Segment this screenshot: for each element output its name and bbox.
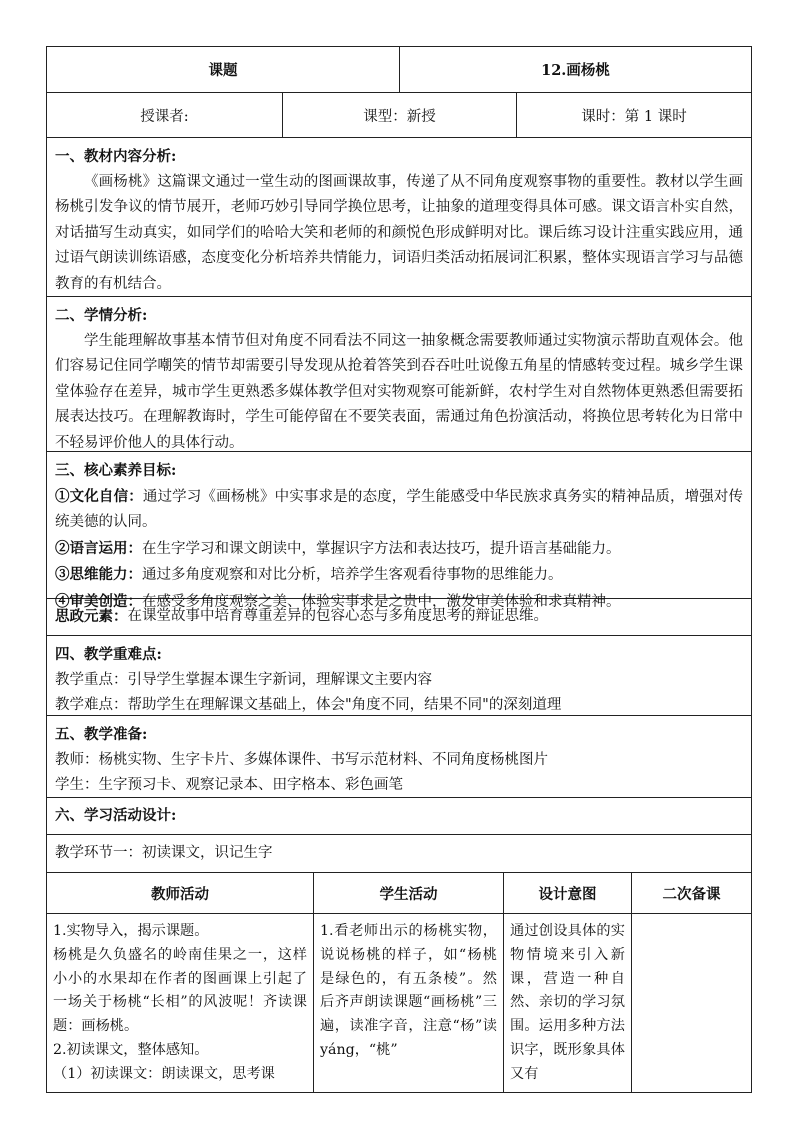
section-title: 二、学情分析: [55,307,148,324]
goal-label: ①文化自信： [55,487,143,505]
section-core-goals [47,452,751,610]
goal-text: 在感受多角度观察之美、体验实事求是之贵中，激发审美体验和求真精神。 [142,593,621,610]
section-title: 五、教学准备: [55,726,148,743]
section-preparation [47,716,751,798]
topic-value: 12.画杨桃 [541,62,610,79]
key-point: 教学重点：引导学生掌握本课生字新词，理解课文主要内容 [55,671,432,688]
second-prep-cell [632,914,751,1092]
section-title: 三、核心素养目标: [55,462,177,479]
header-teacher-activity: 教师活动 [47,873,314,913]
activity-table-row [47,914,751,1092]
goal-text: 通过学习《画杨桃》中实事求是的态度，学生能感受中华民族求真务实的精神品质，增强对传统美德的认同。 [55,488,744,530]
difficult-point: 教学难点：帮助学生在理解课文基础上，体会"角度不同，结果不同"的深刻道理 [55,697,562,713]
topic-row [47,47,751,93]
goal-text: 在生字学习和课文朗读中，掌握识字方法和表达技巧，提升语言基础能力。 [142,540,621,557]
section-title: 四、教学重难点: [55,646,162,663]
goal-label: ②语言运用： [55,539,142,557]
section-key-difficult [47,636,751,716]
section-textbook-analysis [47,138,751,297]
teacher-activity-cell [47,914,314,1092]
goal-item [55,484,743,536]
lesson-plan-table [46,46,752,1093]
teacher-preparation: 教师：杨桃实物、生字卡片、多媒体课件、书写示范材料、不同角度杨桃图片 [55,751,548,768]
info-row [47,93,751,138]
section-ideology [47,599,751,636]
section-text: 《画杨桃》这篇课文通过一堂生动的图画课故事，传递了从不同角度观察事物的重要性。教材以学生画杨桃引发争议的情节展开，老师巧妙引导同学换位思考，让抽象的道理变得具体可感。课文语言朴实自然，对话描写生动真实，如同学们的哈哈大笑和老师的和颜悦色形成鲜明对比。课后练习设计注重实践应用，通过语气朗读训练语感，态度变化分析培养共情能力，词语归类活动拓展词汇积累，整体实现语言学习与品德教育的有机结合。 [55,173,743,292]
section-text: 学生能理解故事基本情节但对角度不同看法不同这一抽象概念需要教师通过实物演示帮助直观体会。他们容易记住同学嘲笑的情节却需要引导发现从抢着答笑到吞吞吐吐说像五角星的情感转变过程。城乡学生课堂体验存在差异，城市学生更熟悉多媒体教学但对实物观察可能新鲜，农村学生对自然物体更熟悉但需要拓展表达技巧。在理解教诲时，学生可能停留在不要笑表面，需通过角色扮演活动，将换位思考转化为日常中不轻易评价他人的具体行动。 [55,332,743,451]
header-second-prep: 二次备课 [662,885,721,903]
topic-label: 课题 [47,47,400,92]
teacher-step: （1）初读课文：朗读课文，思考课 [53,1065,275,1082]
ideology-label: 思政元素： [55,608,128,626]
ideology-text: 在课堂故事中培育尊重差异的包容心态与多角度思考的辩证思维。 [127,608,548,625]
teacher-step: 1.实物导入，揭示课题。 [53,923,209,939]
section-activity-design [47,798,751,835]
goal-label: ③思维能力： [55,566,142,583]
goal-item [55,536,743,563]
stage-row [47,835,751,873]
section-learner-analysis [47,297,751,452]
goal-text: 通过多角度观察和对比分析，培养学生客观看待事物的思维能力。 [142,567,563,583]
student-activity-cell: 1.看老师出示的杨桃实物，说说杨桃的样子，如“杨桃是绿色的，有五条棱”。然后齐声朗读课题“画杨桃”三遍，读准字音，注意“杨”读 yáng，“桃” [314,914,504,1092]
header-design-intent: 设计意图 [504,873,632,913]
goal-label: ④审美创造： [55,592,142,610]
section-title: 一、教材内容分析: [55,148,177,165]
design-intent-cell: 通过创设具体的实物情境来引入新课，营造一种自然、亲切的学习氛围。运用多种方法识字，既形象具体又有 [504,914,632,1092]
teacher-label: 授课者: [47,93,283,137]
activity-table-header [47,873,751,914]
lesson-type: 课型：新授 [283,93,517,137]
goal-item [55,562,743,589]
teacher-step: 2.初读课文，整体感知。 [53,1041,209,1058]
header-student-activity: 学生活动 [314,873,504,913]
stage-title: 教学环节一：初读课文，识记生字 [55,844,273,861]
teacher-step: 杨桃是久负盛名的岭南佳果之一，这样小小的水果却在作者的图画课上引起了一场关于杨桃“长相”的风波呢！齐读课题：画杨桃。 [53,946,307,1035]
section-title: 六、学习活动设计: [55,807,177,825]
student-preparation: 学生：生字预习卡、观察记录本、田字格本、彩色画笔 [55,777,403,793]
lesson-time: 课时：第 1 课时 [581,108,687,125]
